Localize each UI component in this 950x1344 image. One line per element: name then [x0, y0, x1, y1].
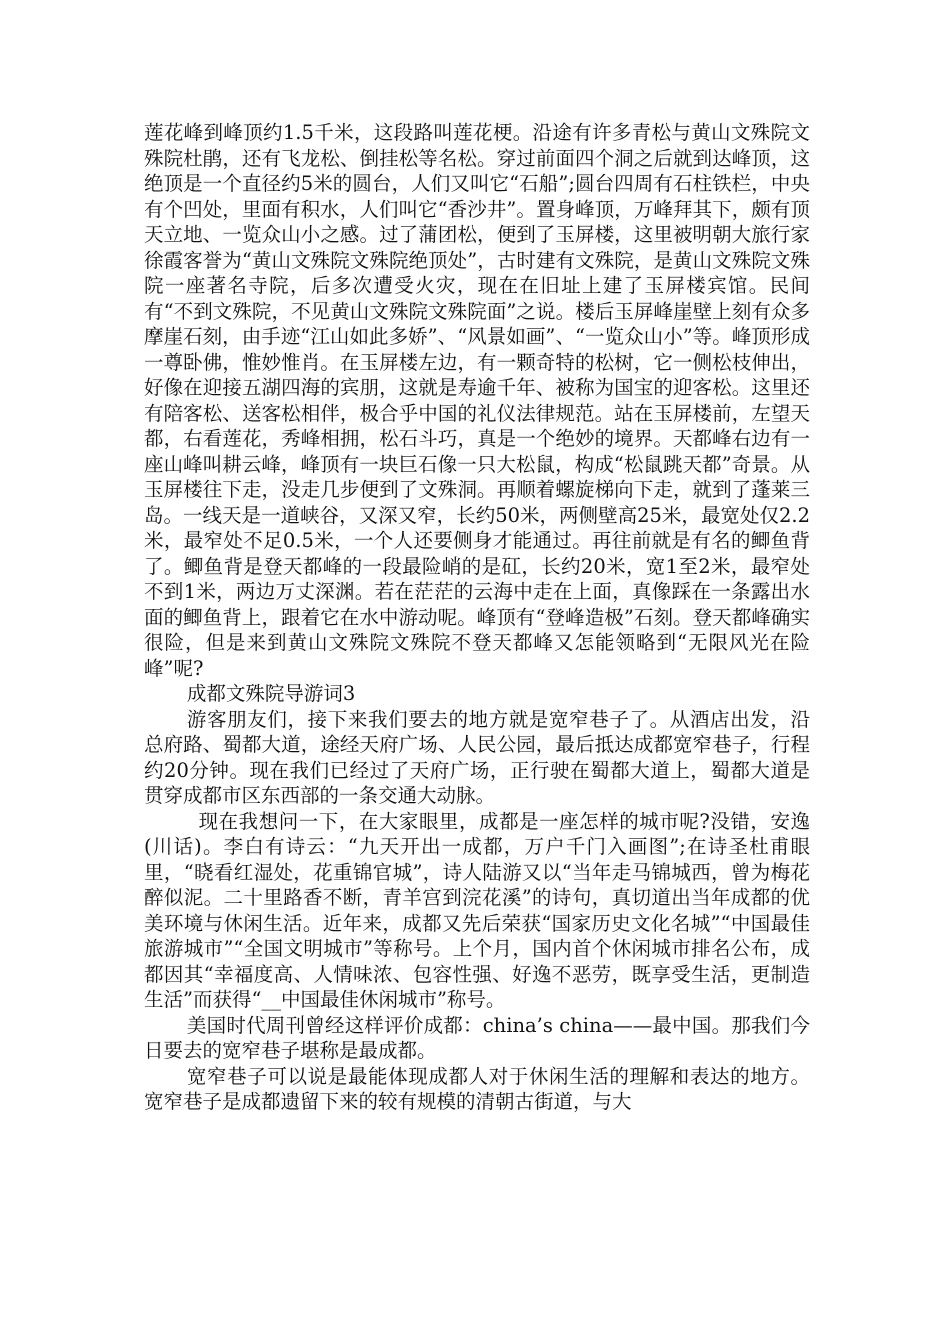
document-page: [144, 120, 810, 1115]
section-heading: 成都文殊院导游词3: [186, 682, 356, 705]
paragraph-chengdu-city: 现在我想问一下，在大家眼里，成都是一座怎样的城市呢?没错，安逸(川话)。李白有诗云：“九天开出一成都，万户千门入画图”;在诗圣杜甫眼里，“晓看红湿处，花重锦官城”，诗人陆游又以“当年走马锦城西，曾为梅花醉似泥。二十里路香不断，青羊宫到浣花溪”的诗句，真切道出当年成都的优美环境与休闲生活。近年来，成都又先后荣获“国家历史文化名城”“中国最佳旅游城市”“全国文明城市”等称号。上个月，国内首个休闲城市排名公布，成都因其“幸福度高、人情味浓、包容性强、好逸不恶劳，既享受生活，更制造生活”而获得“__中国最佳休闲城市”称号。: [144, 809, 810, 1011]
paragraph-time-magazine: 美国时代周刊曾经这样评价成都：china’s china——最中国。那我们今日要去的宽窄巷子堪称是最成都。: [144, 1013, 810, 1062]
paragraph-kuanzhai-intro: 游客朋友们，接下来我们要去的地方就是宽窄巷子了。从酒店出发，沿总府路、蜀都大道，途经天府广场、人民公园，最后抵达成都宽窄巷子，行程约20分钟。现在我们已经过了天府广场，正行驶在蜀都大道上，蜀都大道是贯穿成都市区东西部的一条交通大动脉。: [144, 707, 810, 807]
paragraph-kuanzhai-alley: 宽窄巷子可以说是最能体现成都人对于休闲生活的理解和表达的地方。宽窄巷子是成都遗留下来的较有规模的清朝古街道，与大: [144, 1064, 810, 1113]
paragraph-huangshan: 莲花峰到峰顶约1.5千米，这段路叫莲花梗。沿途有许多青松与黄山文殊院文殊院杜鹃，还有飞龙松、倒挂松等名松。穿过前面四个洞之后就到达峰顶，这绝顶是一个直径约5米的圆台，人们又叫它“石船”;圆台四周有石柱铁栏，中央有个凹处，里面有积水，人们叫它“香沙井”。置身峰顶，万峰拜其下，颇有顶天立地、一览众山小之感。过了蒲团松，便到了玉屏楼，这里被明朝大旅行家徐霞客誉为“黄山文殊院文殊院绝顶处”，古时建有文殊院，是黄山文殊院文殊院一座著名寺院，后多次遭受火灾，现在在旧址上建了玉屏楼宾馆。民间有“不到文殊院，不见黄山文殊院文殊院面”之说。楼后玉屏峰崖壁上刻有众多摩崖石刻，由手迹“江山如此多娇”、“风景如画”、“一览众山小”等。峰顶形成一尊卧佛，惟妙惟肖。在玉屏楼左边，有一颗奇特的松树，它一侧松枝伸出，好像在迎接五湖四海的宾朋，这就是寿逾千年、被称为国宝的迎客松。这里还有陪客松、送客松相伴，极合乎中国的礼仪法律规范。站在玉屏楼前，左望天都，右看莲花，秀峰相拥，松石斗巧，真是一个绝妙的境界。天都峰右边有一座山峰叫耕云峰，峰顶有一块巨石像一只大松鼠，构成“松鼠跳天都”奇景。从玉屏楼往下走，没走几步便到了文殊洞。再顺着螺旋梯向下走，就到了蓬莱三岛。一线天是一道峡谷，又深又窄，长约50米，两侧壁高25米，最宽处仅2.2米，最窄处不足0.5米，一个人还要侧身才能通过。再往前就是有名的鲫鱼背了。鲫鱼背是登天都峰的一段最险峭的是矼，长约20米，宽1至2米，最窄处不到1米，两边万丈深渊。若在茫茫的云海中走在上面，真像踩在一条露出水面的鲫鱼背上，跟着它在水中游动呢。峰顶有“登峰造极”石刻。登天都峰确实很险，但是来到黄山文殊院文殊院不登天都峰又怎能领略到“无限风光在险峰”呢?: [144, 121, 810, 680]
